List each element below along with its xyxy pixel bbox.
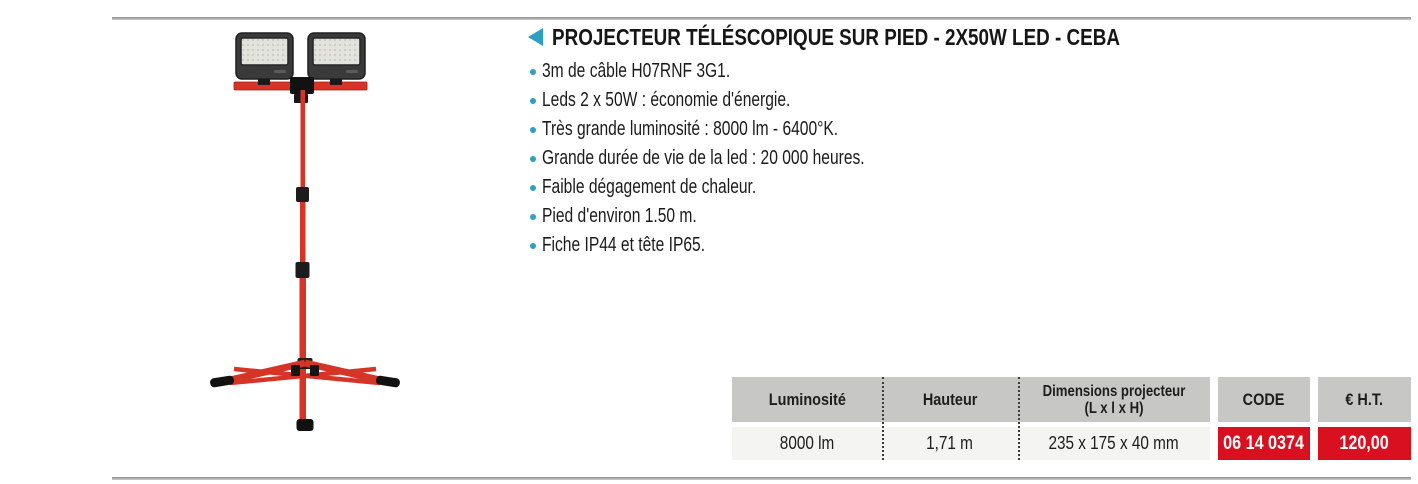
product-image <box>208 22 426 440</box>
header-dimensions-line2: (L x l x H) <box>1084 399 1144 417</box>
header-code <box>1218 377 1310 422</box>
dot-icon <box>530 214 536 220</box>
header-hauteur-label: Hauteur <box>922 389 978 409</box>
feature-text: Faible dégagement de chaleur. <box>542 176 757 198</box>
feature-text: Grande durée de vie de la led : 20 000 heures. <box>542 147 865 169</box>
feature-text: Fiche IP44 et tête IP65. <box>542 234 706 256</box>
title-row <box>528 24 1408 50</box>
feature-list <box>528 57 956 260</box>
left-triangle-icon <box>528 28 543 46</box>
product-info <box>528 23 1408 256</box>
dotted-separator <box>882 377 884 460</box>
dot-icon <box>530 156 536 162</box>
value-dimensions <box>1018 427 1210 460</box>
feature-text: 3m de câble H07RNF 3G1. <box>542 60 731 82</box>
feature-item <box>528 144 956 173</box>
header-hauteur <box>882 377 1018 422</box>
value-code <box>1218 427 1310 460</box>
bottom-divider <box>112 477 1411 480</box>
dot-icon <box>530 243 536 249</box>
header-dimensions-line1: Dimensions projecteur <box>1042 382 1186 400</box>
top-divider <box>112 17 1411 20</box>
value-luminosite <box>732 427 882 460</box>
feature-item <box>528 86 956 115</box>
feature-item <box>528 231 956 260</box>
feature-text: Leds 2 x 50W : économie d'énergie. <box>542 89 791 111</box>
spec-table <box>732 377 1412 460</box>
feature-item <box>528 57 956 86</box>
header-code-label: CODE <box>1243 389 1285 409</box>
value-price <box>1318 427 1411 460</box>
feature-item <box>528 115 956 144</box>
dot-icon <box>530 98 536 104</box>
header-luminosite-label: Luminosité <box>768 389 846 409</box>
value-price-text: 120,00 <box>1339 432 1390 454</box>
feature-item <box>528 202 956 231</box>
header-dimensions-label <box>1030 383 1198 417</box>
value-hauteur <box>882 427 1018 460</box>
feature-text: Pied d'environ 1.50 m. <box>542 205 697 227</box>
value-luminosite-text: 8000 lm <box>779 433 835 453</box>
dot-icon <box>530 69 536 75</box>
dot-icon <box>530 127 536 133</box>
value-hauteur-text: 1,71 m <box>926 433 974 453</box>
dotted-separator <box>1018 377 1020 460</box>
feature-item <box>528 173 956 202</box>
value-dimensions-text: 235 x 175 x 40 mm <box>1048 433 1180 453</box>
header-price-label: € H.T. <box>1345 389 1384 409</box>
header-luminosite <box>732 377 882 422</box>
header-price <box>1318 377 1411 422</box>
header-dimensions <box>1018 377 1210 422</box>
feature-text: Très grande luminosité : 8000 lm - 6400°K. <box>542 118 839 140</box>
dot-icon <box>530 185 536 191</box>
value-code-text: 06 14 0374 <box>1223 432 1305 454</box>
product-title: PROJECTEUR TÉLÉSCOPIQUE SUR PIED - 2X50W LED - CEBA <box>552 23 1120 50</box>
